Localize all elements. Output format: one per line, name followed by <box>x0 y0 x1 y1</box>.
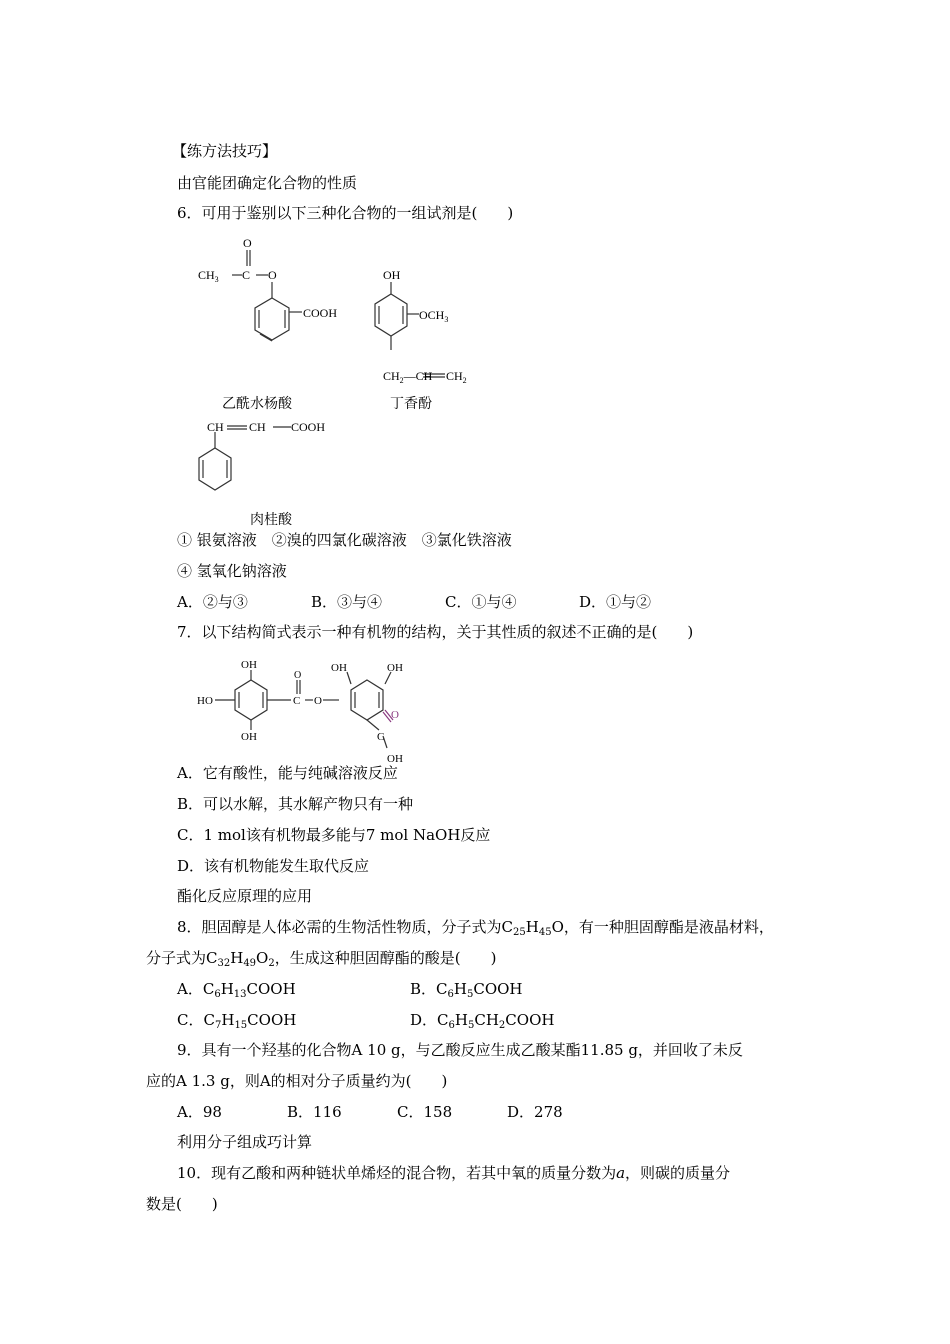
q10-line2: 数是( ) <box>146 1195 218 1213</box>
eugenol-oh: OH <box>383 268 401 282</box>
q9-option-c[interactable]: C．158 <box>397 1103 453 1121</box>
q7-ester-o: O <box>314 695 322 707</box>
q8-option-a[interactable]: A．$C_6H_{13}COOH$ <box>177 980 296 1000</box>
cinnamic-acid-name: 肉桂酸 <box>250 512 292 528</box>
aspirin-o: O <box>268 268 277 282</box>
topic-molecular-composition: 利用分子组成巧计算 <box>177 1133 313 1151</box>
q7-acid-c: C <box>377 731 385 743</box>
q7-oh-top-left: OH <box>241 659 257 671</box>
aspirin-cooh: COOH <box>303 306 338 320</box>
eugenol-structure <box>365 262 495 392</box>
q6-reagents-line1: ① 银氨溶液 ②溴的四氯化碳溶液 ③氯化铁溶液 <box>177 531 512 549</box>
q7-acid-oh: OH <box>387 753 403 765</box>
section-title: 【练方法技巧】 <box>172 142 278 160</box>
eugenol-ch2: $CH_2$ <box>446 369 467 385</box>
q7-option-a[interactable]: A．它有酸性，能与纯碱溶液反应 <box>177 764 398 782</box>
q7-option-c[interactable]: C．1 mol该有机物最多能与7 mol NaOH反应 <box>177 826 491 844</box>
q7-stem: 7．以下结构简式表示一种有机物的结构，关于其性质的叙述不正确的是( ) <box>177 623 694 641</box>
aspirin-c: C <box>242 268 251 282</box>
eugenol-name: 丁香酚 <box>390 396 432 412</box>
q6-option-d[interactable]: D．①与② <box>579 593 652 611</box>
q8-line1: 8．胆固醇是人体必需的生物活性物质，分子式为$C_{25}H_{45}O$，有一种胆固醇酯是液晶材料， <box>177 918 774 938</box>
q9-line1: 9．具有一个羟基的化合物A 10 g，与乙酸反应生成乙酸某酯11.85 g，并回收了未反 <box>177 1041 743 1059</box>
q9-option-a[interactable]: A．98 <box>177 1103 222 1121</box>
q7-option-d[interactable]: D．该有机物能发生取代反应 <box>177 857 370 875</box>
q7-ester-structure <box>195 658 425 768</box>
q7-oh-top-right-1: OH <box>331 662 347 674</box>
q9-option-d[interactable]: D．278 <box>507 1103 563 1121</box>
q7-oh-top-right-2: OH <box>387 662 403 674</box>
q7-acid-o: O <box>391 709 399 721</box>
q7-option-b[interactable]: B．可以水解，其水解产物只有一种 <box>177 795 414 813</box>
eugenol-chain: $CH_2—CH$ <box>383 369 433 385</box>
q7-ester-c: C <box>293 695 301 707</box>
q9-line2: 应的A 1.3 g，则A的相对分子质量约为( ) <box>146 1072 448 1090</box>
q9-option-b[interactable]: B．116 <box>287 1103 342 1121</box>
q6-option-b[interactable]: B．③与④ <box>311 593 383 611</box>
topic-esterification: 酯化反应原理的应用 <box>177 887 313 905</box>
cinnamic-ch2: CH <box>249 420 266 434</box>
q6-reagents-line2: ④ 氢氧化钠溶液 <box>177 562 287 580</box>
q8-option-c[interactable]: C．$C_7H_{15}COOH$ <box>177 1011 297 1031</box>
q8-line2: 分子式为$C_{32}H_{49}O_2$，生成这种胆固醇酯的酸是( ) <box>146 949 497 969</box>
cinnamic-acid-structure <box>195 412 345 512</box>
aspirin-ch3: $CH_3$ <box>198 268 219 284</box>
q6-option-a[interactable]: A．②与③ <box>177 593 248 611</box>
aspirin-structure <box>190 230 360 390</box>
aspirin-o-top: O <box>243 236 252 250</box>
q8-option-b[interactable]: B．$C_6H_5COOH$ <box>410 980 523 1000</box>
q7-oh-bottom-left: OH <box>241 731 257 743</box>
topic-functional-groups: 由官能团确定化合物的性质 <box>177 174 358 192</box>
q8-option-d[interactable]: D．$C_6H_5CH_2COOH$ <box>410 1011 555 1031</box>
eugenol-och3: $OCH_3$ <box>419 308 449 324</box>
cinnamic-ch1: CH <box>207 420 224 434</box>
q7-ho-left: HO <box>197 695 213 707</box>
q7-ester-o-top: O <box>294 670 302 681</box>
cinnamic-cooh: COOH <box>291 420 326 434</box>
q6-option-c[interactable]: C．①与④ <box>445 593 517 611</box>
q6-stem: 6．可用于鉴别以下三种化合物的一组试剂是( ) <box>177 204 514 222</box>
aspirin-name: 乙酰水杨酸 <box>222 396 292 412</box>
q10-line1: 10．现有乙酸和两种链状单烯烃的混合物，若其中氧的质量分数为a，则碳的质量分 <box>177 1164 731 1182</box>
